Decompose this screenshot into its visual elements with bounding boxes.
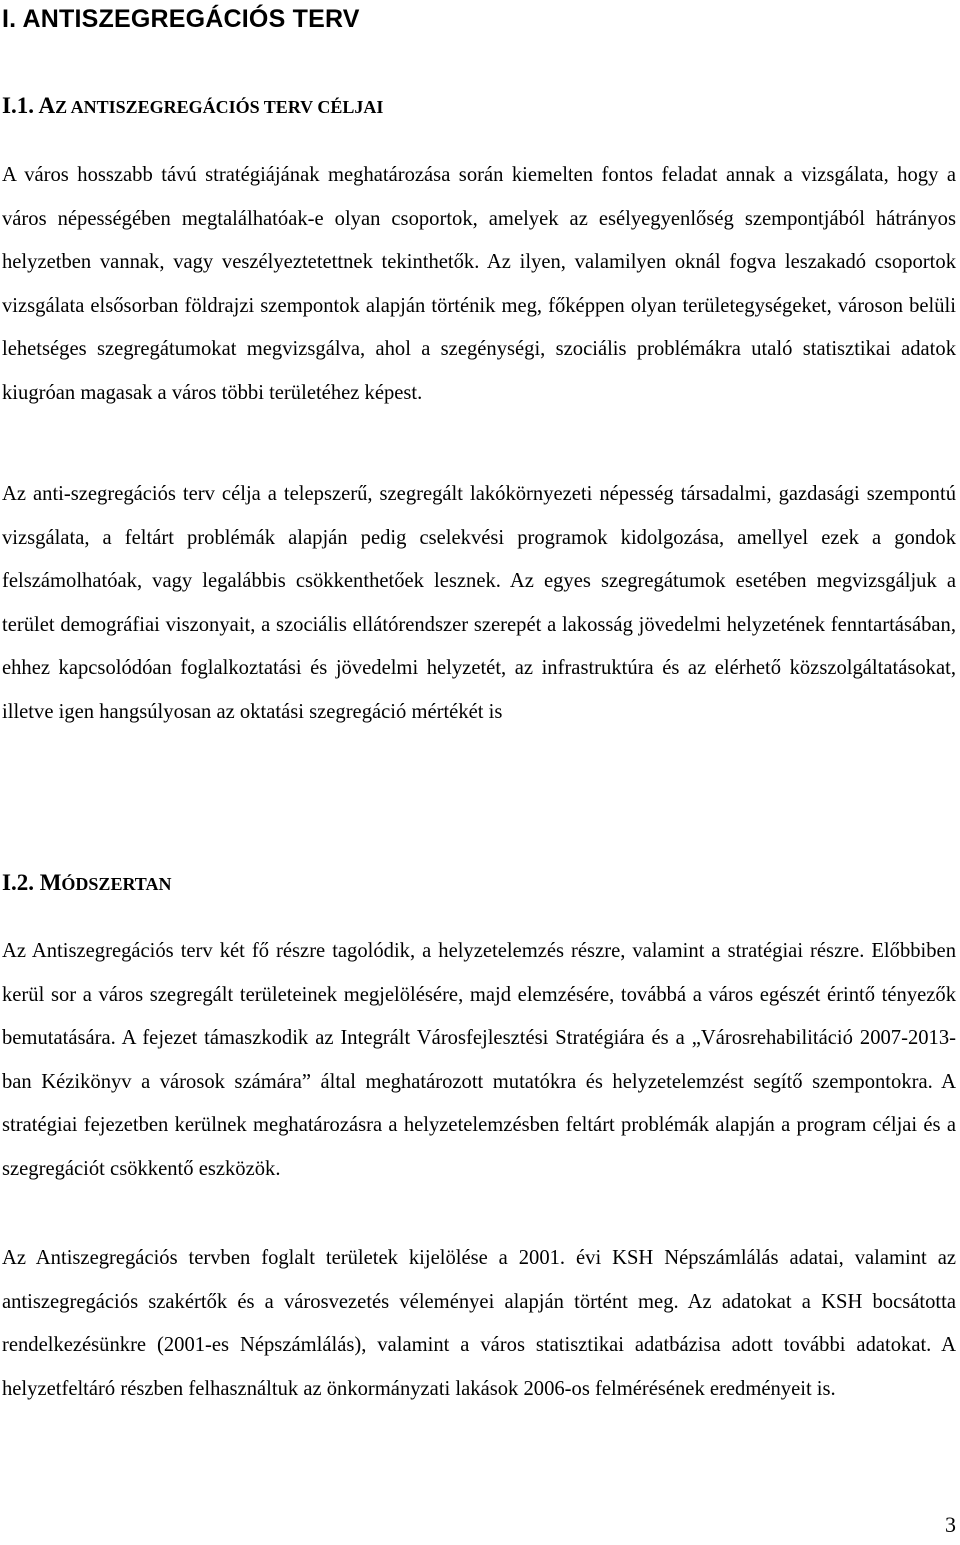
document-title: I. ANTISZEGREGÁCIÓS TERV	[2, 5, 360, 33]
paragraph: A város hosszabb távú stratégiájának meghatározása során kiemelten fontos feladat annak a vizsgálata, hogy a város népességében megtalálhatóak-e olyan csoportok, amelyek az esélyegyenlőség szempontjából hátrányos helyzetben vannak, vagy veszélyeztetettnek tekinthetők. Az ilyen, valamilyen oknál fogva leszakadó csoportok vizsgálata elsősorban földrajzi szempontok alapján történik meg, főképpen olyan területegységeket, városon belüli lehetséges szegregátumokat megvizsgálva, ahol a szegénységi, szociális problémákra utaló statisztikai adatok kiugróan magasak a város többi területéhez képest.	[2, 164, 956, 404]
paragraph: Az Antiszegregációs terv két fő részre tagolódik, a helyzetelemzés részre, valamint a stratégiai részre. Előbbiben kerül sor a város szegregált területeinek megjelölésére, majd elemzésére, továbbá a város egészét érintő tényezők bemutatására. A fejezet támaszkodik az Integrált Városfejlesztési Stratégiára és a „Városrehabilitáció 2007-2013-ban Kézikönyv a városok számára” által meghatározott mutatókra és helyzetelemzést segítő szempontokra. A stratégiai fejezetben kerülnek meghatározásra a helyzetelemzésben feltárt problémák alapján a program céljai és a szegregációt csökkentő eszközök.	[2, 940, 956, 1180]
section-title-initial: M	[39, 870, 62, 895]
section-number: I.2.	[2, 870, 34, 895]
section-title-rest: Z ANTISZEGREGÁCIÓS TERV CÉLJAI	[55, 97, 384, 117]
page-number: 3	[945, 1512, 956, 1537]
section-heading-goals	[2, 92, 383, 121]
paragraph: Az anti-szegregációs terv célja a telepszerű, szegregált lakókörnyezeti népesség társadalmi, gazdasági szempontú vizsgálata, a feltárt problémák alapján pedig cselekvési programok kidolgozása, amellyel ezek a gondok felszámolhatóak, vagy legalábbis csökkenthetőek lesznek. Az egyes szegregátumok esetében megvizsgáljuk a terület demográfiai viszonyait, a szociális ellátórendszer szerepét a lakosság jövedelmi helyzetének fenntartásában, ehhez kapcsolódóan foglalkoztatási és jövedelmi helyzetét, az infrastruktúra és az elérhető közszolgáltatásokat, illetve igen hangsúlyosan az oktatási szegregáció mértékét is	[2, 483, 956, 723]
section-number: I.1.	[2, 93, 34, 118]
section-title-initial: A	[38, 93, 56, 118]
section-title-rest: ÓDSZERTAN	[61, 874, 172, 894]
paragraph: Az Antiszegregációs tervben foglalt területek kijelölése a 2001. évi KSH Népszámlálás adatai, valamint az antiszegregációs szakértők és a városvezetés véleményei alapján történt meg. Az adatokat a KSH bocsátotta rendelkezésünkre (2001-es Népszámlálás), valamint a város statisztikai adatbázisa adott további adatokat. A helyzetfeltáró részben felhasználtuk az önkormányzati lakások 2006-os felmérésének eredményeit is.	[2, 1247, 956, 1400]
section-heading-methodology	[2, 869, 171, 898]
